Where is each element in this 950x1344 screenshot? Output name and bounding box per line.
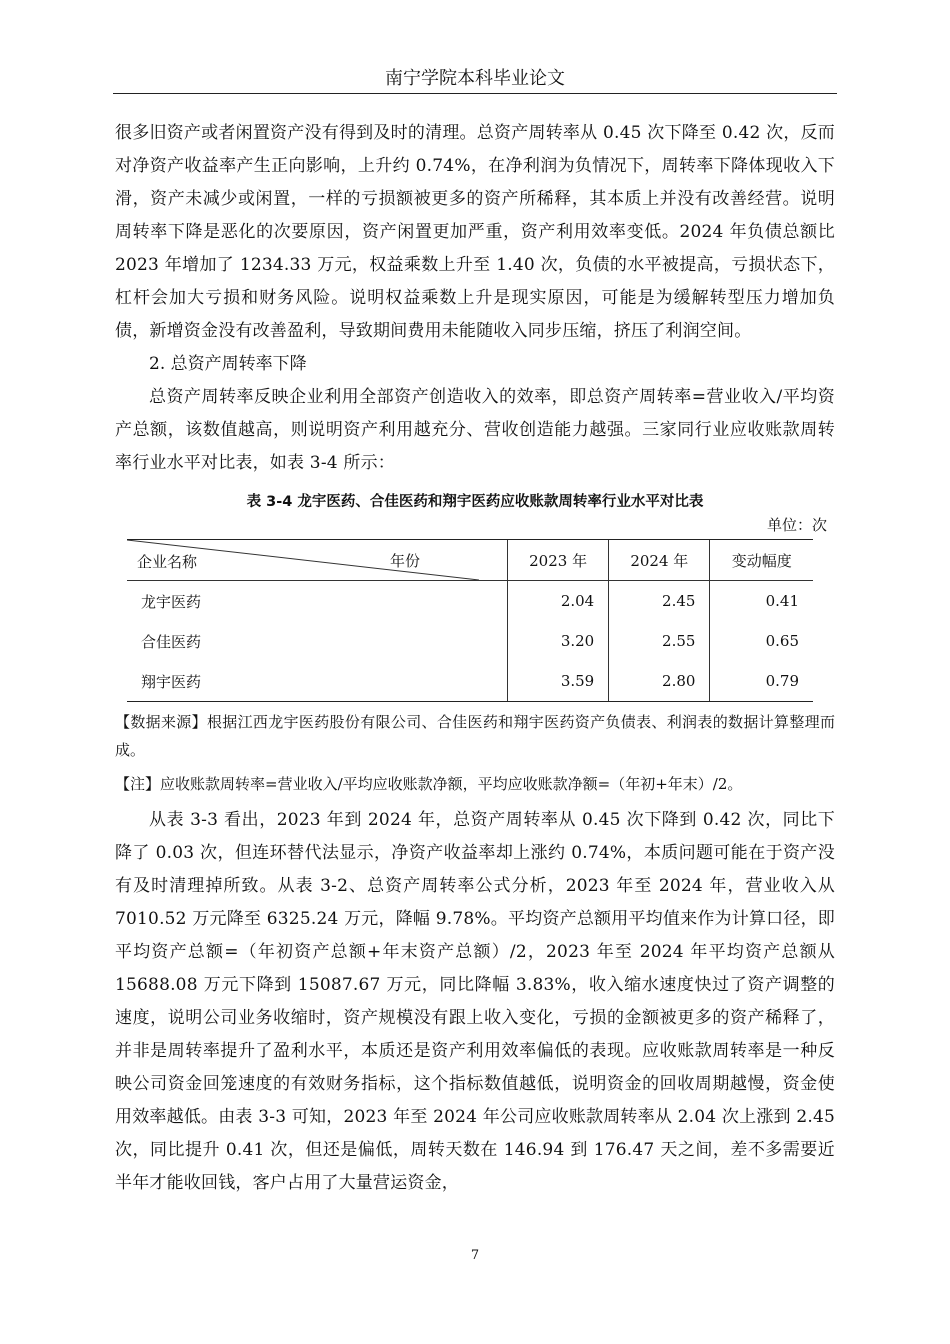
value-cell: 2.04 — [508, 581, 609, 622]
value-cell: 3.59 — [508, 661, 609, 702]
table-caption: 表 3-4 龙宇医药、合佳医药和翔宇医药应收账款周转率行业水平对比表 — [246, 494, 704, 510]
table-header-row — [127, 540, 813, 581]
company-name-cell: 龙宇医药 — [141, 592, 202, 611]
value-cell: 2.45 — [609, 581, 710, 622]
value-cell: 0.65 — [710, 621, 813, 661]
paragraph-1: 很多旧资产或者闲置资产没有得到及时的清理。总资产周转率从 0.45 次下降至 0.42 次，反而对净资产收益率产生正向影响，上升约 0.74%，在净利润为负情况下，周转率下降体现收入下滑，资产未减少或闲置，一样的亏损额被更多的资产所稀释，其本质上并没有改善经营。说明周转率下降是恶化的次要原因，资产闲置更加严重，资产利用效率变低。2024 年负债总额比 2023 年增加了 1234.33 万元，权益乘数上升至 1.40 次，负债的水平被提高，亏损状态下，杠杆会加大亏损和财务风险。说明权益乘数上升是现实原因，可能是为缓解转型压力增加负债，新增资金没有改善盈利，导致期间费用未能随收入同步压缩，挤压了利润空间。 — [115, 123, 835, 341]
header-rule — [113, 93, 837, 94]
column-header: 2024 年 — [609, 540, 710, 581]
section-heading: 2. 总资产周转率下降 — [149, 354, 307, 374]
page-body — [115, 117, 835, 1200]
turnover-comparison-table — [127, 539, 813, 702]
table-row — [127, 621, 813, 661]
column-header: 变动幅度 — [710, 540, 813, 581]
column-header: 2023 年 — [508, 540, 609, 581]
table-row — [127, 661, 813, 702]
paragraph-3: 从表 3-3 看出，2023 年到 2024 年，总资产周转率从 0.45 次下降到 0.42 次，同比下降了 0.03 次，但连环替代法显示，净资产收益率却上涨约 0.74%，本质问题可能在于资产没有及时清理掉所致。从表 3-2、总资产周转率公式分析，2023 年至 2024 年，营业收入从 7010.52 万元降至 6325.24 万元，降幅 9.78%。平均资产总额用平均值来作为计算口径，即平均资产总额=（年初资产总额+年末资产总额）/2，2023 年至 2024 年平均资产总额从 15688.08 万元下降到 15087.67 万元，同比降幅 3.83%，收入缩水速度快过了资产调整的速度，说明公司业务收缩时，资产规模没有跟上收入变化，亏损的金额被更多的资产稀释了，并非是周转率提升了盈利水平，本质还是资产利用效率偏低的表现。应收账款周转率是一种反映公司资金回笼速度的有效财务指标，这个指标数值越低，说明资金的回收周期越慢，资金使用效率越低。由表 3-3 可知，2023 年至 2024 年公司应收账款周转率从 2.04 次上涨到 2.45 次，同比提升 0.41 次，但还是偏低，周转天数在 146.94 到 176.47 天之间，差不多需要近半年才能收回钱，客户占用了大量营运资金， — [115, 810, 835, 1193]
corner-label-company: 企业名称 — [137, 553, 198, 571]
table-corner-cell — [127, 540, 508, 581]
data-source-note: 【数据来源】根据江西龙宇医药股份有限公司、合佳医药和翔宇医药资产负债表、利润表的数据计算整理而成。 — [115, 713, 835, 759]
company-name-cell: 合佳医药 — [141, 632, 202, 651]
value-cell: 2.80 — [609, 661, 710, 702]
table-unit: 单位：次 — [766, 516, 827, 534]
value-cell: 2.55 — [609, 621, 710, 661]
paragraph-2: 总资产周转率反映企业利用全部资产创造收入的效率，即总资产周转率=营业收入/平均资产总额，该数值越高，则说明资产利用越充分、营收创造能力越强。三家同行业应收账款周转率行业水平对比表，如表 3-4 所示： — [115, 387, 835, 473]
page-number: 7 — [470, 1248, 480, 1263]
table-row — [127, 581, 813, 622]
page-header-title: 南宁学院本科毕业论文 — [385, 68, 565, 89]
value-cell: 0.79 — [710, 661, 813, 702]
formula-note: 【注】应收账款周转率=营业收入/平均应收账款净额，平均应收账款净额=（年初+年末）/2。 — [115, 775, 743, 793]
company-name-cell: 翔宇医药 — [127, 661, 508, 702]
value-cell: 3.20 — [508, 621, 609, 661]
corner-label-year: 年份 — [390, 552, 421, 570]
value-cell: 0.41 — [710, 581, 813, 622]
